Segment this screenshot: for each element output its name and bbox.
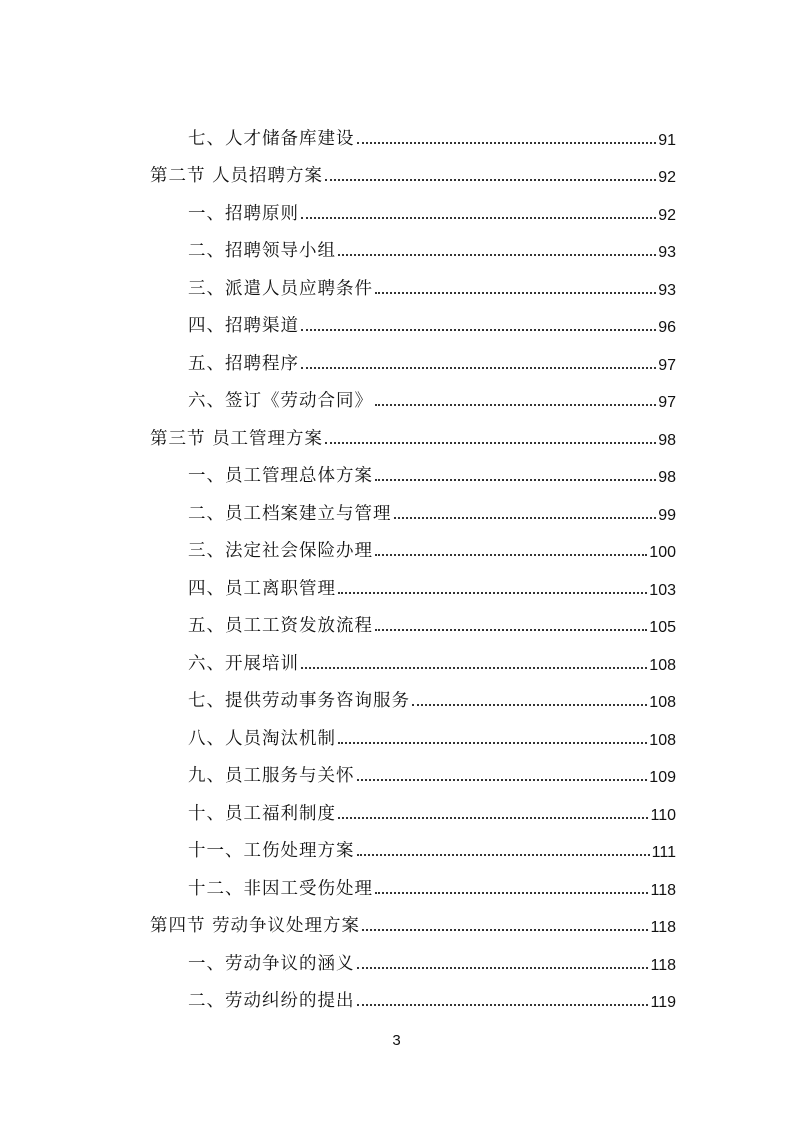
toc-entry-page-number: 93 — [658, 281, 676, 299]
toc-entry[interactable] — [150, 412, 676, 450]
dot-leader — [325, 442, 656, 444]
toc-entry[interactable] — [150, 112, 676, 150]
dot-leader — [357, 1004, 649, 1006]
toc-entry-label: 六、签订《劳动合同》 — [188, 391, 373, 411]
toc-entry[interactable] — [150, 300, 676, 338]
dot-leader — [375, 892, 648, 894]
toc-entry-page-number: 98 — [658, 469, 676, 486]
toc-entry[interactable] — [150, 487, 676, 525]
toc-entry[interactable] — [150, 225, 676, 263]
toc-entry-label: 第三节 员工管理方案 — [150, 428, 324, 449]
toc-entry-page-number: 118 — [650, 881, 676, 899]
toc-entry-label: 五、招聘程序 — [188, 353, 299, 374]
toc-entry[interactable] — [150, 600, 676, 638]
toc-entry-page-number: 110 — [650, 806, 676, 824]
toc-entry-page-number: 119 — [650, 994, 676, 1011]
toc-entry[interactable] — [150, 562, 676, 600]
dot-leader — [338, 254, 656, 256]
table-of-contents — [150, 112, 676, 1012]
dot-leader — [357, 854, 650, 856]
toc-entry[interactable] — [150, 975, 676, 1013]
toc-entry-label: 五、员工工资发放流程 — [188, 616, 373, 636]
toc-entry-label: 七、提供劳动事务咨询服务 — [188, 691, 410, 711]
toc-entry-label: 八、人员淘汰机制 — [188, 728, 336, 749]
dot-leader — [362, 929, 648, 931]
toc-entry-page-number: 118 — [650, 956, 676, 974]
toc-entry-page-number: 92 — [658, 169, 676, 186]
dot-leader — [375, 404, 656, 406]
toc-entry-label: 九、员工服务与关怀 — [188, 766, 355, 786]
toc-entry-page-number: 91 — [658, 131, 676, 149]
toc-entry[interactable] — [150, 637, 676, 675]
toc-entry-label: 一、招聘原则 — [188, 203, 299, 224]
dot-leader — [357, 142, 657, 144]
toc-entry-label: 四、员工离职管理 — [188, 578, 336, 599]
dot-leader — [325, 179, 656, 181]
dot-leader — [338, 592, 647, 594]
toc-entry-page-number: 100 — [649, 544, 676, 561]
toc-entry-label: 二、招聘领导小组 — [188, 241, 336, 261]
toc-entry[interactable] — [150, 675, 676, 713]
toc-entry[interactable] — [150, 900, 676, 938]
toc-entry[interactable] — [150, 525, 676, 563]
toc-entry[interactable] — [150, 375, 676, 413]
toc-entry-page-number: 108 — [649, 694, 676, 711]
toc-entry-page-number: 108 — [649, 731, 676, 749]
toc-entry[interactable] — [150, 750, 676, 788]
page-number: 3 — [392, 1032, 401, 1049]
toc-entry-label: 一、员工管理总体方案 — [188, 466, 373, 486]
dot-leader — [357, 967, 649, 969]
toc-entry-page-number: 97 — [658, 356, 676, 374]
dot-leader — [338, 742, 647, 744]
toc-entry[interactable] — [150, 150, 676, 188]
dot-leader — [301, 217, 656, 219]
toc-entry[interactable] — [150, 862, 676, 900]
toc-entry-label: 四、招聘渠道 — [188, 316, 299, 336]
dot-leader — [412, 704, 647, 706]
toc-entry-label: 二、劳动纠纷的提出 — [188, 991, 355, 1011]
toc-entry[interactable] — [150, 787, 676, 825]
toc-entry-page-number: 105 — [649, 619, 676, 636]
toc-entry-page-number: 108 — [649, 656, 676, 674]
toc-entry[interactable] — [150, 712, 676, 750]
toc-entry[interactable] — [150, 450, 676, 488]
toc-entry-page-number: 98 — [658, 431, 676, 449]
toc-entry-page-number: 118 — [650, 919, 676, 936]
toc-entry-label: 十、员工福利制度 — [188, 803, 336, 824]
toc-entry-label: 七、人才储备库建设 — [188, 128, 355, 149]
dot-leader — [301, 329, 656, 331]
toc-entry-label: 二、员工档案建立与管理 — [188, 503, 392, 524]
toc-entry-label: 六、开展培训 — [188, 653, 299, 674]
dot-leader — [375, 629, 647, 631]
toc-entry-page-number: 103 — [649, 581, 676, 599]
dot-leader — [375, 479, 656, 481]
toc-entry-page-number: 96 — [658, 319, 676, 336]
toc-entry-page-number: 93 — [658, 244, 676, 261]
dot-leader — [375, 292, 656, 294]
toc-entry[interactable] — [150, 937, 676, 975]
toc-entry-label: 第四节 劳动争议处理方案 — [150, 916, 361, 936]
dot-leader — [375, 554, 647, 556]
dot-leader — [357, 779, 648, 781]
toc-entry[interactable] — [150, 337, 676, 375]
toc-entry-label: 十一、工伤处理方案 — [188, 841, 355, 861]
toc-entry[interactable] — [150, 825, 676, 863]
toc-entry-label: 十二、非因工受伤处理 — [188, 878, 373, 899]
dot-leader — [301, 667, 647, 669]
toc-entry-page-number: 109 — [649, 769, 676, 786]
toc-entry-label: 三、派遣人员应聘条件 — [188, 278, 373, 299]
dot-leader — [394, 517, 657, 519]
toc-entry-page-number: 99 — [658, 506, 676, 524]
toc-entry-page-number: 111 — [651, 844, 676, 861]
toc-entry[interactable] — [150, 187, 676, 225]
toc-entry[interactable] — [150, 262, 676, 300]
toc-entry-label: 三、法定社会保险办理 — [188, 541, 373, 561]
dot-leader — [338, 817, 648, 819]
toc-entry-label: 一、劳动争议的涵义 — [188, 953, 355, 974]
dot-leader — [301, 367, 656, 369]
toc-entry-label: 第二节 人员招聘方案 — [150, 166, 324, 186]
toc-entry-page-number: 97 — [658, 394, 676, 411]
toc-entry-page-number: 92 — [658, 206, 676, 224]
